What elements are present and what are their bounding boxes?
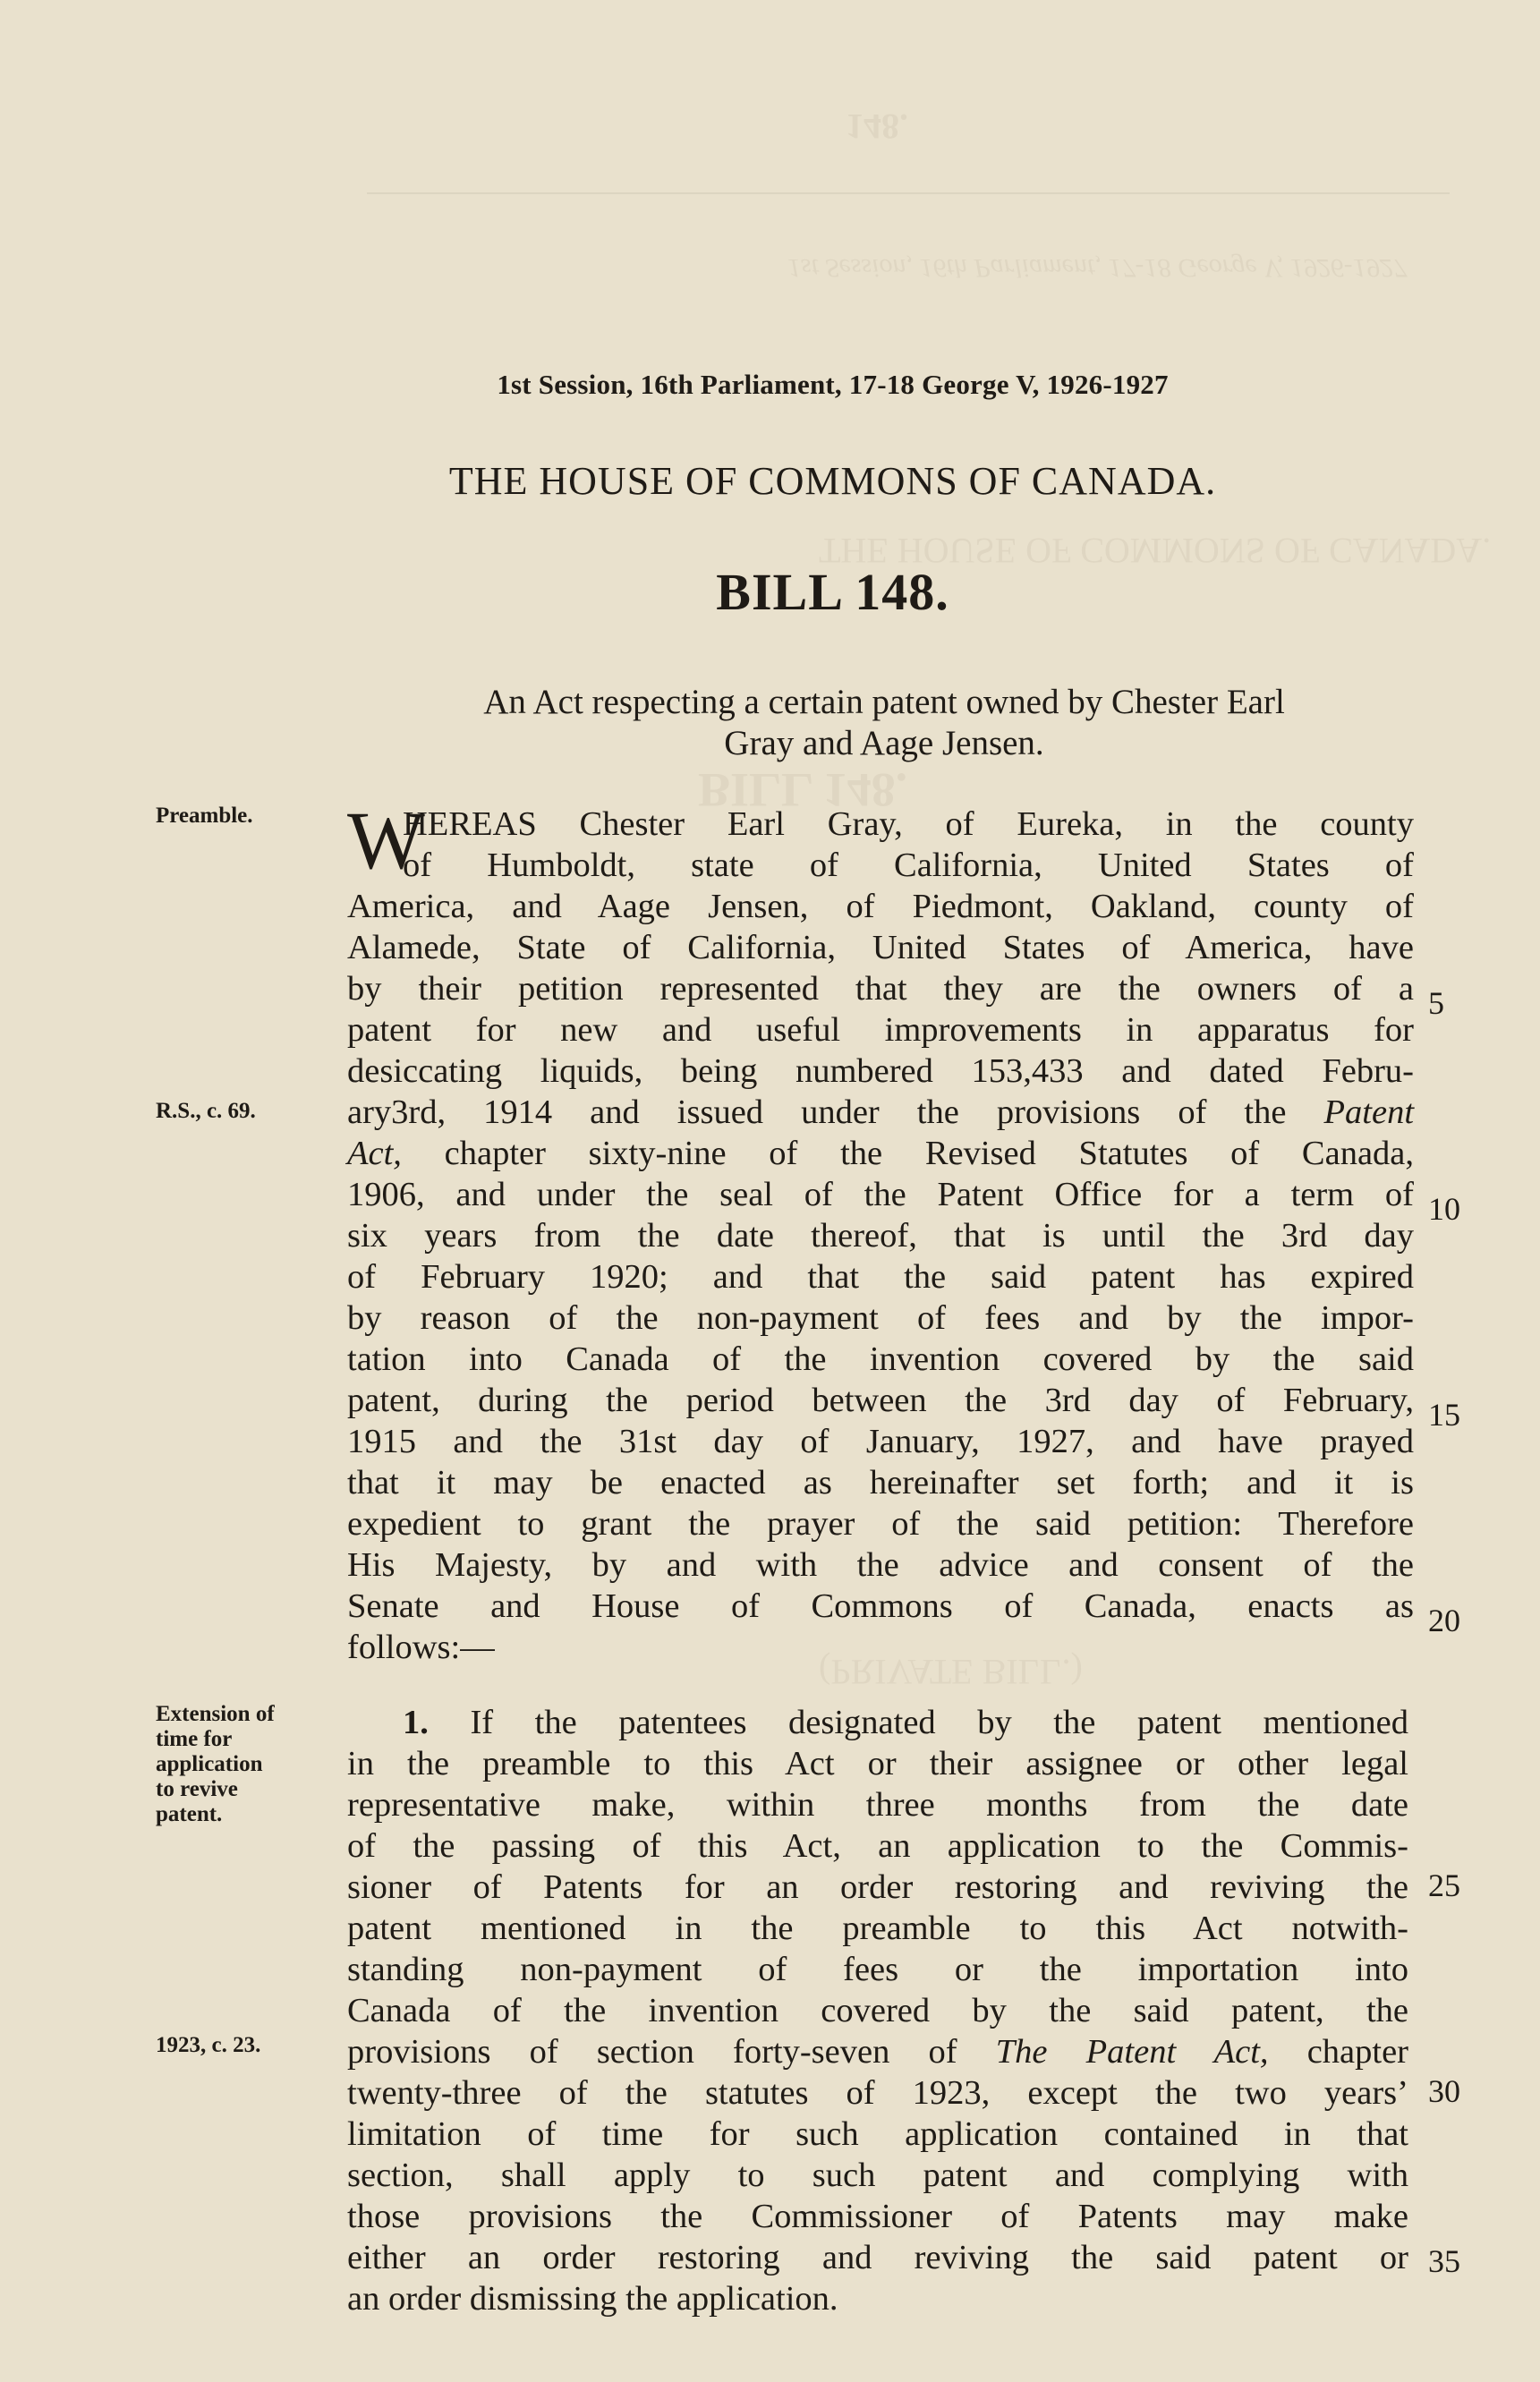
preamble-line: desiccating liquids, being numbered 153,433 and dated Febru- (347, 1052, 1414, 1090)
line-number-15: 15 (1428, 1397, 1460, 1433)
margin-note-extension-line: time for (156, 1727, 233, 1751)
bleed-through-house: THE HOUSE OF COMMONS OF CANADA. (819, 531, 1492, 571)
preamble-line: HEREAS Chester Earl Gray, of Eureka, in the county (403, 805, 1414, 843)
line-number-25: 25 (1428, 1867, 1460, 1903)
section-line: standing non-payment of fees or the importation into (347, 1951, 1408, 1988)
section-line: limitation of time for such application contained in that (347, 2115, 1408, 2153)
preamble-line: tation into Canada of the invention covered by the said (347, 1340, 1414, 1378)
preamble-line: of Humboldt, state of California, United States of (403, 846, 1414, 884)
bill-number: BILL 148. (716, 563, 949, 621)
bill-title-line-1: An Act respecting a certain patent owned by Chester Earl (483, 683, 1285, 721)
bill-title (347, 682, 1421, 764)
preamble-line: Alamede, State of California, United States of America, have (347, 929, 1414, 966)
section-line-text: chapter (1306, 2033, 1409, 2071)
preamble-line: patent, during the period between the 3rd day of February, (347, 1382, 1414, 1419)
line-number-10: 10 (1428, 1191, 1460, 1227)
section-line: either an order restoring and reviving the said patent or (347, 2239, 1408, 2276)
bleed-through-session: 1st Session, 16th Parliament, 17-18 George V, 1926-1927 (787, 253, 1407, 283)
section-line-text: provisions of section forty-seven of (347, 2033, 957, 2071)
margin-note-revised-statutes: R.S., c. 69. (156, 1099, 256, 1123)
preamble-line: by reason of the non-payment of fees and by the impor- (347, 1299, 1414, 1337)
house-heading: THE HOUSE OF COMMONS OF CANADA. (448, 459, 1217, 503)
line-number-35: 35 (1428, 2243, 1460, 2279)
margin-note-extension-line: application (156, 1752, 263, 1776)
section-line: an order dismissing the application. (347, 2280, 838, 2318)
section-line-with-italic (347, 2031, 1408, 2072)
bill-title-line-2: Gray and Aage Jensen. (724, 724, 1044, 762)
preamble-line: patent for new and useful improvements in apparatus for (347, 1011, 1414, 1049)
margin-note-extension-line: Extension of (156, 1702, 275, 1726)
section-line-with-number (347, 1702, 1408, 1743)
section-line: representative make, within three months from the date (347, 1786, 1408, 1824)
section-line: sioner of Patents for an order restoring and reviving the (347, 1868, 1408, 1906)
preamble-line: follows:— (347, 1629, 495, 1666)
preamble-line-text: chapter sixty-nine of the Revised Statutes of Canada, (444, 1135, 1415, 1172)
bleed-through-bill: BILL 148. (698, 763, 908, 817)
margin-note-preamble: Preamble. (156, 804, 253, 828)
section-1-paragraph (347, 1702, 1408, 2319)
preamble-line: that it may be enacted as hereinafter set forth; and it is (347, 1464, 1414, 1502)
line-number-20: 20 (1428, 1603, 1460, 1638)
margin-note-extension (156, 1702, 326, 1827)
preamble-line-text: ary3rd, 1914 and issued under the provisions of the (347, 1093, 1287, 1131)
section-line: Canada of the invention covered by the said patent, the (347, 1992, 1408, 2029)
margin-note-statute-1923: 1923, c. 23. (156, 2033, 261, 2057)
section-line: patent mentioned in the preamble to this Act notwith- (347, 1910, 1408, 1947)
bleed-through-private: (PRIVATE BILL.) (819, 1652, 1083, 1692)
preamble-line: by their petition represented that they are the owners of a (347, 970, 1414, 1008)
italic-patent: Patent (1323, 1093, 1415, 1131)
margin-note-extension-line: patent. (156, 1802, 223, 1826)
margin-note-extension-line: to revive (156, 1777, 238, 1801)
preamble-paragraph (347, 804, 1414, 1668)
drop-cap: W (347, 795, 425, 886)
preamble-line: of February 1920; and that the said patent has expired (347, 1258, 1414, 1296)
section-line: in the preamble to this Act or their assignee or other legal (347, 1745, 1408, 1782)
preamble-line: expedient to grant the prayer of the said petition: Therefore (347, 1505, 1414, 1543)
preamble-line: 1915 and the 31st day of January, 1927, and have prayed (347, 1423, 1414, 1460)
line-number-5: 5 (1428, 985, 1444, 1021)
preamble-line-with-italic (347, 1133, 1414, 1174)
section-line: section, shall apply to such patent and complying with (347, 2157, 1408, 2194)
line-number-30: 30 (1428, 2073, 1460, 2109)
preamble-line: America, and Aage Jensen, of Piedmont, Oakland, county of (347, 888, 1414, 925)
preamble-line: His Majesty, by and with the advice and consent of the (347, 1546, 1414, 1584)
section-line-text: If the patentees designated by the patent mentioned (470, 1704, 1408, 1741)
section-line: of the passing of this Act, an application to the Commis- (347, 1827, 1408, 1865)
preamble-line-with-italic (347, 1092, 1414, 1133)
section-line: those provisions the Commissioner of Patents may make (347, 2198, 1408, 2235)
session-header: 1st Session, 16th Parliament, 17-18 George V, 1926-1927 (497, 369, 1169, 400)
preamble-line: 1906, and under the seal of the Patent Office for a term of (347, 1176, 1414, 1213)
italic-patent-act: The Patent Act, (995, 2033, 1269, 2071)
bleed-through-rule (367, 192, 1450, 194)
preamble-line: six years from the date thereof, that is until the 3rd day (347, 1217, 1414, 1255)
italic-act: Act, (347, 1135, 402, 1172)
section-line: twenty-three of the statutes of 1923, except the two years’ (347, 2074, 1408, 2112)
section-number: 1. (403, 1704, 429, 1741)
preamble-line: Senate and House of Commons of Canada, enacts as (347, 1587, 1414, 1625)
bleed-through-number: 148. (846, 106, 908, 147)
